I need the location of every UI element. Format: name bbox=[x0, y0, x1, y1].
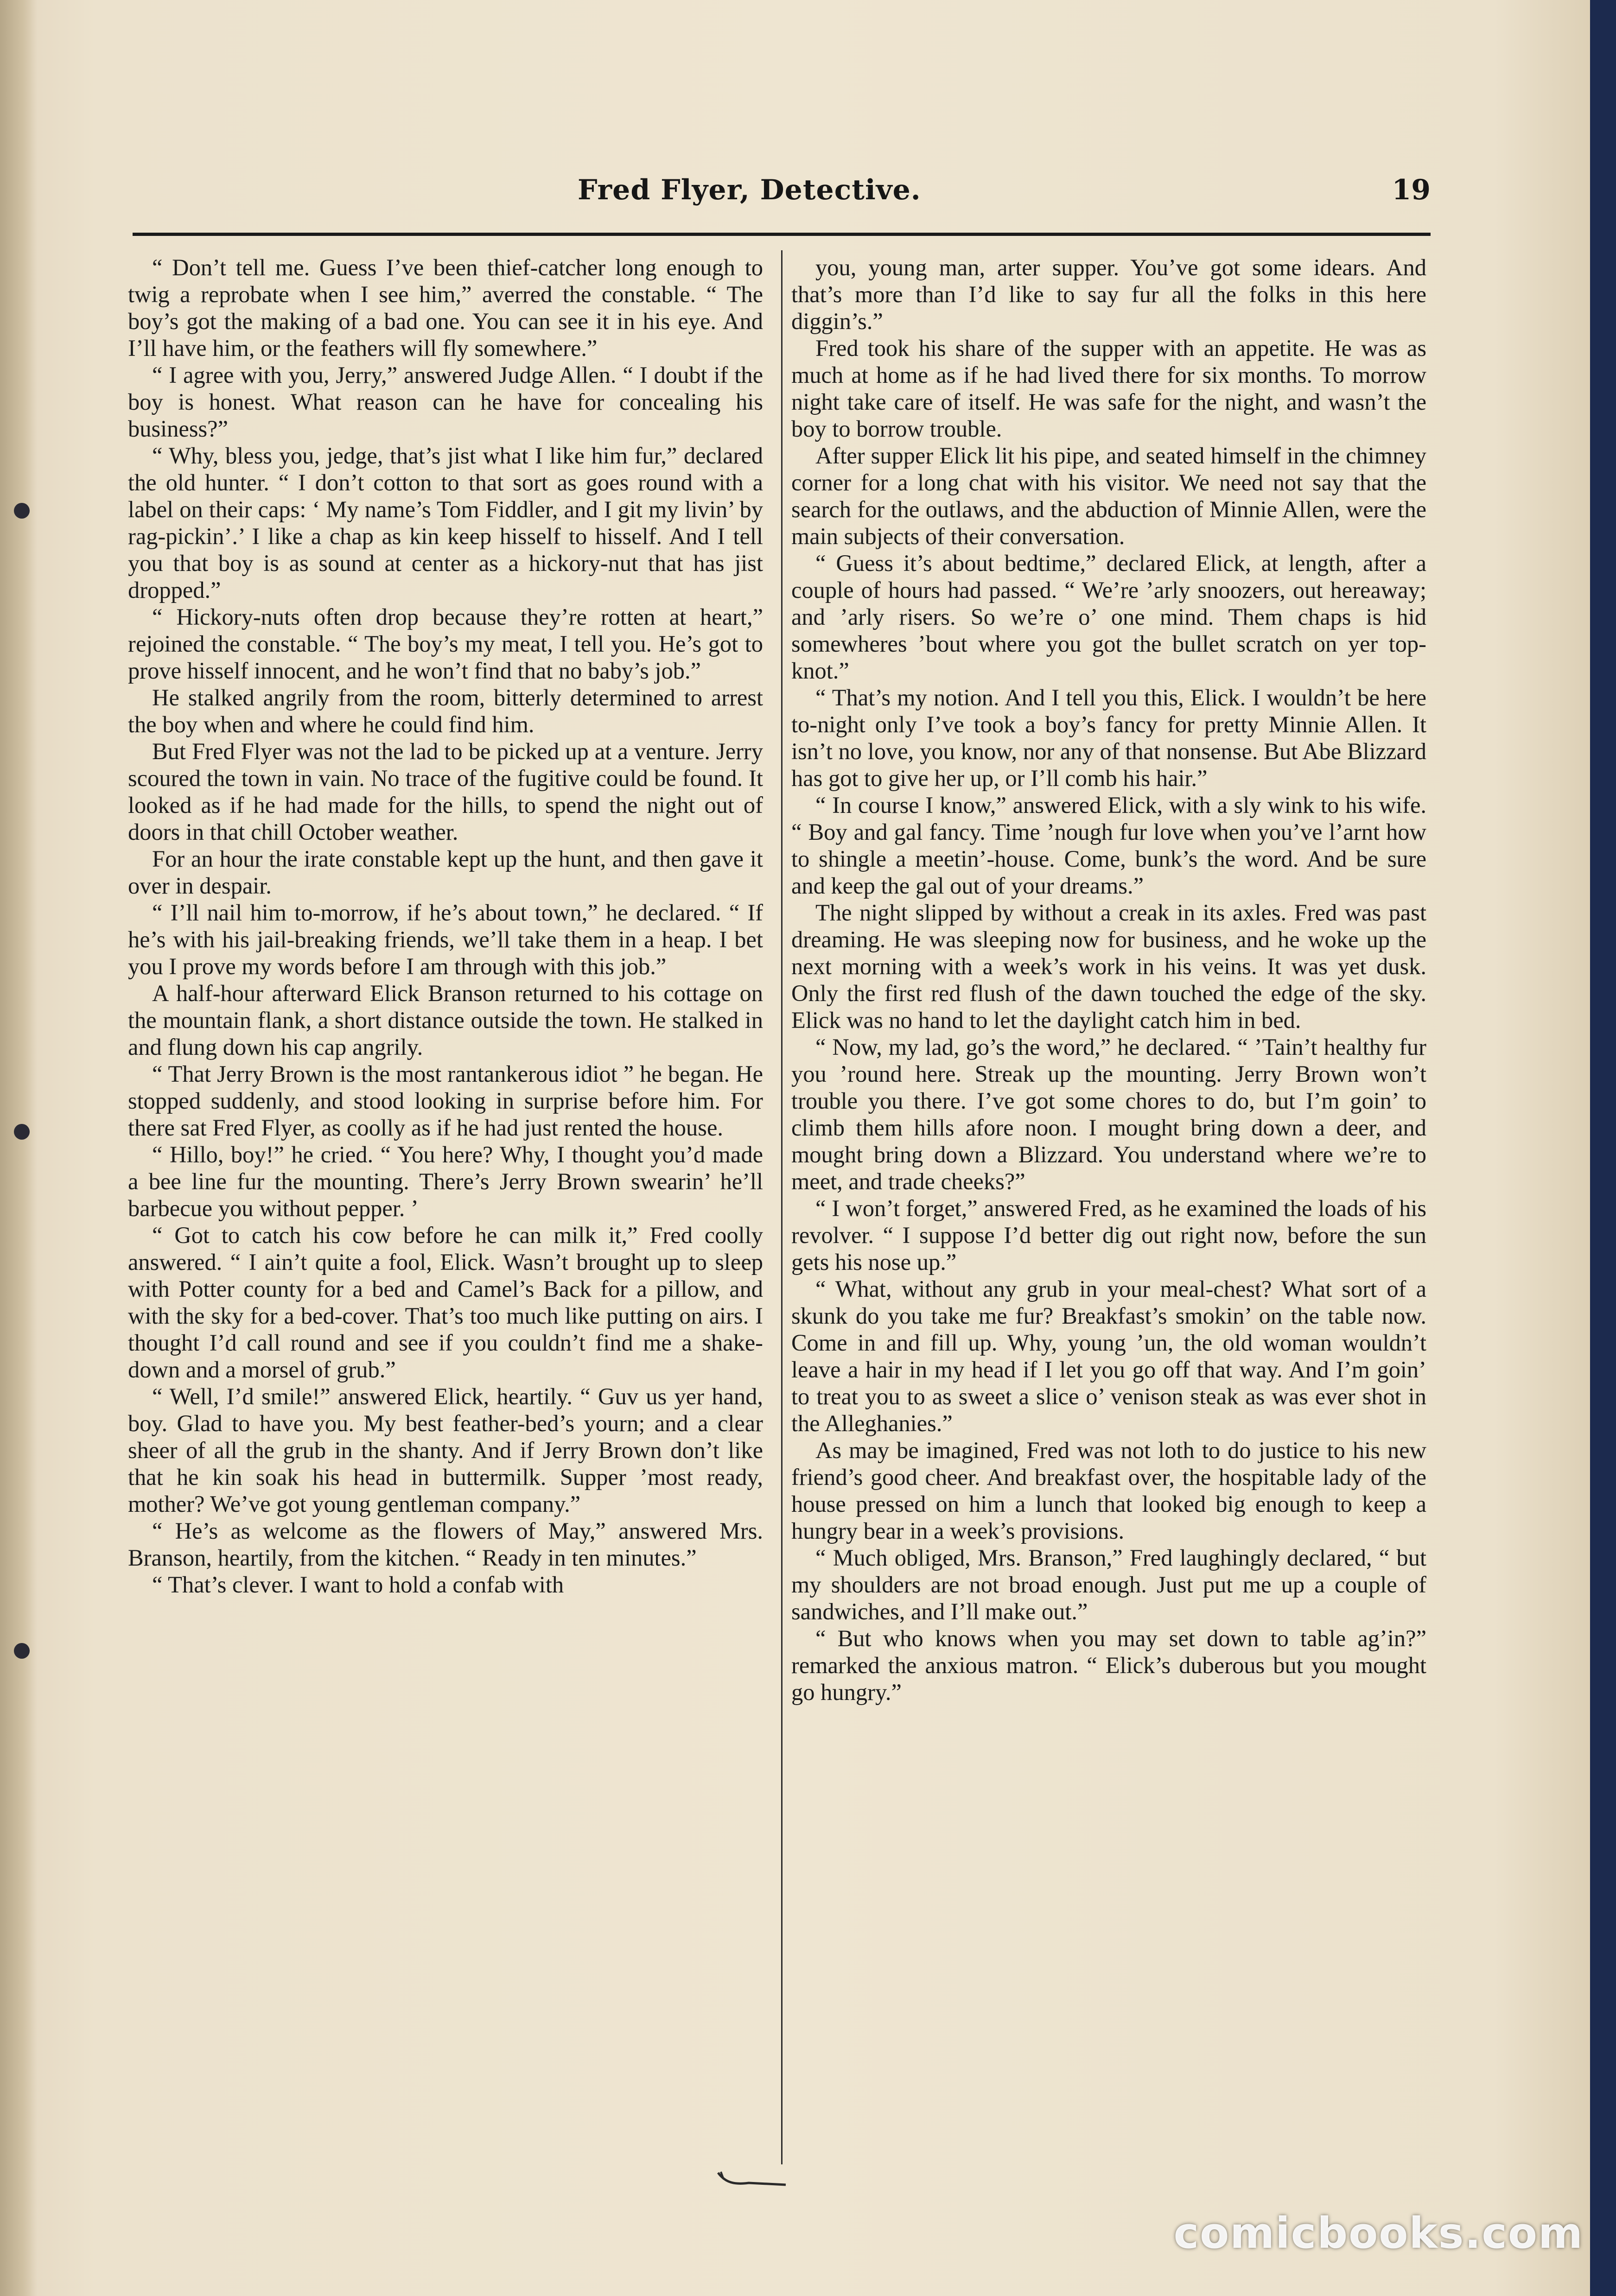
paragraph: “ Guess it’s about bedtime,” declared Elick, at length, after a couple of hours had passed. “ We’re ’arly snoozers, out hereaway; and ’arly risers. So we’re o’ one mind. Them chaps is hid somewheres ’bout where you got the bullet scratch on yer top-knot.” bbox=[791, 550, 1426, 684]
paragraph: “ In course I know,” answered Elick, with a sly wink to his wife. “ Boy and gal fancy. Time ’nough fur love when you’ve l’arnt how to shingle a meetin’-house. Come, bunk’s the word. And be sure and keep the gal out of your dreams.” bbox=[791, 792, 1426, 899]
paragraph: “ I’ll nail him to-morrow, if he’s about town,” he declared. “ If he’s with his jail-breaking friends, we’ll take them in a heap. I bet you I prove my words before I am through with this job.” bbox=[128, 900, 763, 979]
paragraph: “ That Jerry Brown is the most rantankerous idiot ” he began. He stopped suddenly, and stood looking in surprise before him. For there sat Fred Flyer, as coolly as if he had just rented the house. bbox=[128, 1061, 763, 1141]
column-divider bbox=[781, 250, 783, 2164]
paragraph: But Fred Flyer was not the lad to be picked up at a venture. Jerry scoured the town in vain. No trace of the fugitive could be found. It looked as if he had made for the hills, to spend the night out of doors in that chill October weather. bbox=[128, 738, 763, 845]
printer-mark-icon bbox=[716, 2169, 790, 2188]
paragraph: “ That’s my notion. And I tell you this, Elick. I wouldn’t be here to-night only I’ve took a boy’s fancy for pretty Minnie Allen. It isn’t no love, you know, nor any of that nonsense. But Abe Blizzard has got to give her up, or I’ll comb his hair.” bbox=[791, 685, 1426, 791]
paragraph: “ Well, I’d smile!” answered Elick, heartily. “ Guv us yer hand, boy. Glad to have you. My best feather-bed’s yourn; and a clear sheer of all the grub in the shanty. And if Jerry Brown don’t like that he kin soak his head in buttermilk. Supper ’most ready, mother? We’ve got young gentleman company.” bbox=[128, 1383, 763, 1517]
paragraph: “ I agree with you, Jerry,” answered Judge Allen. “ I doubt if the boy is honest. What reason can he have for concealing his business?” bbox=[128, 362, 763, 442]
right-text-column bbox=[791, 254, 1426, 2163]
paragraph: “ But who knows when you may set down to table ag’in?” remarked the anxious matron. “ Elick’s duberous but you mought go hungry.” bbox=[791, 1625, 1426, 1705]
page-title: Fred Flyer, Detective. bbox=[578, 174, 921, 206]
binding-spine bbox=[0, 0, 37, 2296]
paragraph: “ Got to catch his cow before he can milk it,” Fred coolly answered. “ I ain’t quite a fool, Elick. Wasn’t brought up to sleep with Potter county for a bed and Camel’s Back for a pillow, and with the sky for a bed-cover. That’s too much like putting on airs. I thought I’d call round and see if you couldn’t find me a shake-down and a morsel of grub.” bbox=[128, 1222, 763, 1383]
paragraph: “ Don’t tell me. Guess I’ve been thief-catcher long enough to twig a reprobate when I see him,” averred the constable. “ The boy’s got the making of a bad one. You can see it in his eye. And I’ll have him, or the feathers will fly somewhere.” bbox=[128, 254, 763, 361]
binding-hole-icon bbox=[14, 1124, 30, 1140]
left-text-column bbox=[128, 254, 763, 2163]
page-number: 19 bbox=[1392, 174, 1431, 206]
paragraph: “ Hillo, boy!” he cried. “ You here? Why, I thought you’d made a bee line fur the mounting. There’s Jerry Brown swearin’ he’ll barbecue you without pepper. ’ bbox=[128, 1142, 763, 1221]
paragraph: He stalked angrily from the room, bitterly determined to arrest the boy when and where he could find him. bbox=[128, 685, 763, 737]
paragraph: “ He’s as welcome as the flowers of May,” answered Mrs. Branson, heartily, from the kitchen. “ Ready in ten minutes.” bbox=[128, 1518, 763, 1571]
paragraph: After supper Elick lit his pipe, and seated himself in the chimney corner for a long chat with his visitor. We need not say that the search for the outlaws, and the abduction of Minnie Allen, were the main subjects of their conversation. bbox=[791, 443, 1426, 549]
binding-hole-icon bbox=[14, 1643, 30, 1659]
paragraph: “ What, without any grub in your meal-chest? What sort of a skunk do you take me fur? Breakfast’s smokin’ on the table now. Come in and fill up. Why, young ’un, the old woman wouldn’t leave a hair in my head if I let you go off that way. And I’m goin’ to treat you to as sweet a slice o’ venison steak as was ever shot in the Alleghanies.” bbox=[791, 1276, 1426, 1436]
watermark-text: comicbooks.com bbox=[1173, 2208, 1584, 2258]
header-rule bbox=[133, 233, 1431, 236]
running-header bbox=[133, 174, 1431, 225]
paragraph: A half-hour afterward Elick Branson returned to his cottage on the mountain flank, a short distance outside the town. He stalked in and flung down his cap angrily. bbox=[128, 980, 763, 1060]
paragraph: “ Why, bless you, jedge, that’s jist what I like him fur,” declared the old hunter. “ I don’t cotton to that sort as goes round with a label on their caps: ‘ My name’s Tom Fiddler, and I git my livin’ by rag-pickin’.’ I like a chap as kin keep hisself to hisself. And I tell you that boy is as sound at center as a hickory-nut that has jist dropped.” bbox=[128, 443, 763, 603]
binding-hole-icon bbox=[14, 503, 30, 519]
paragraph: “ That’s clever. I want to hold a confab with bbox=[152, 1572, 564, 1598]
paragraph: “ Hickory-nuts often drop because they’re rotten at heart,” rejoined the constable. “ The boy’s my meat, I tell you. He’s got to prove hisself innocent, and he won’t find that no baby’s job.” bbox=[128, 604, 763, 684]
paragraph: As may be imagined, Fred was not loth to do justice to his new friend’s good cheer. And breakfast over, the hospitable lady of the house pressed on him a lunch that looked big enough to keep a hungry bear in a week’s provisions. bbox=[791, 1437, 1426, 1544]
paragraph: The night slipped by without a creak in its axles. Fred was past dreaming. He was sleeping now for business, and he woke up the next morning with a week’s work in his veins. It was yet dusk. Only the first red flush of the dawn touched the edge of the sky. Elick was no hand to let the daylight catch him in bed. bbox=[791, 900, 1426, 1033]
paragraph: you, young man, arter supper. You’ve got some idears. And that’s more than I’d like to say fur all the folks in this here diggin’s.” bbox=[791, 254, 1426, 334]
paragraph: “ I won’t forget,” answered Fred, as he examined the loads of his revolver. “ I suppose I’d better dig out right now, before the sun gets his nose up.” bbox=[791, 1195, 1426, 1275]
paragraph: For an hour the irate constable kept up the hunt, and then gave it over in despair. bbox=[128, 846, 763, 899]
paragraph: “ Much obliged, Mrs. Branson,” Fred laughingly declared, “ but my shoulders are not broad enough. Just put me up a couple of sandwiches, and I’ll make out.” bbox=[791, 1545, 1426, 1624]
paragraph: Fred took his share of the supper with an appetite. He was as much at home as if he had lived there for six months. To morrow night take care of itself. He was safe for the night, and wasn’t the boy to borrow trouble. bbox=[791, 335, 1426, 442]
paragraph: “ Now, my lad, go’s the word,” he declared. “ ’Tain’t healthy fur you ’round here. Streak up the mounting. Jerry Brown won’t trouble you there. I’ve got some chores to do, but I’m goin’ to climb them hills afore noon. I mought bring down a deer, and mought bring down a Blizzard. You understand where we’re to meet, and trade cheeks?” bbox=[791, 1034, 1426, 1194]
